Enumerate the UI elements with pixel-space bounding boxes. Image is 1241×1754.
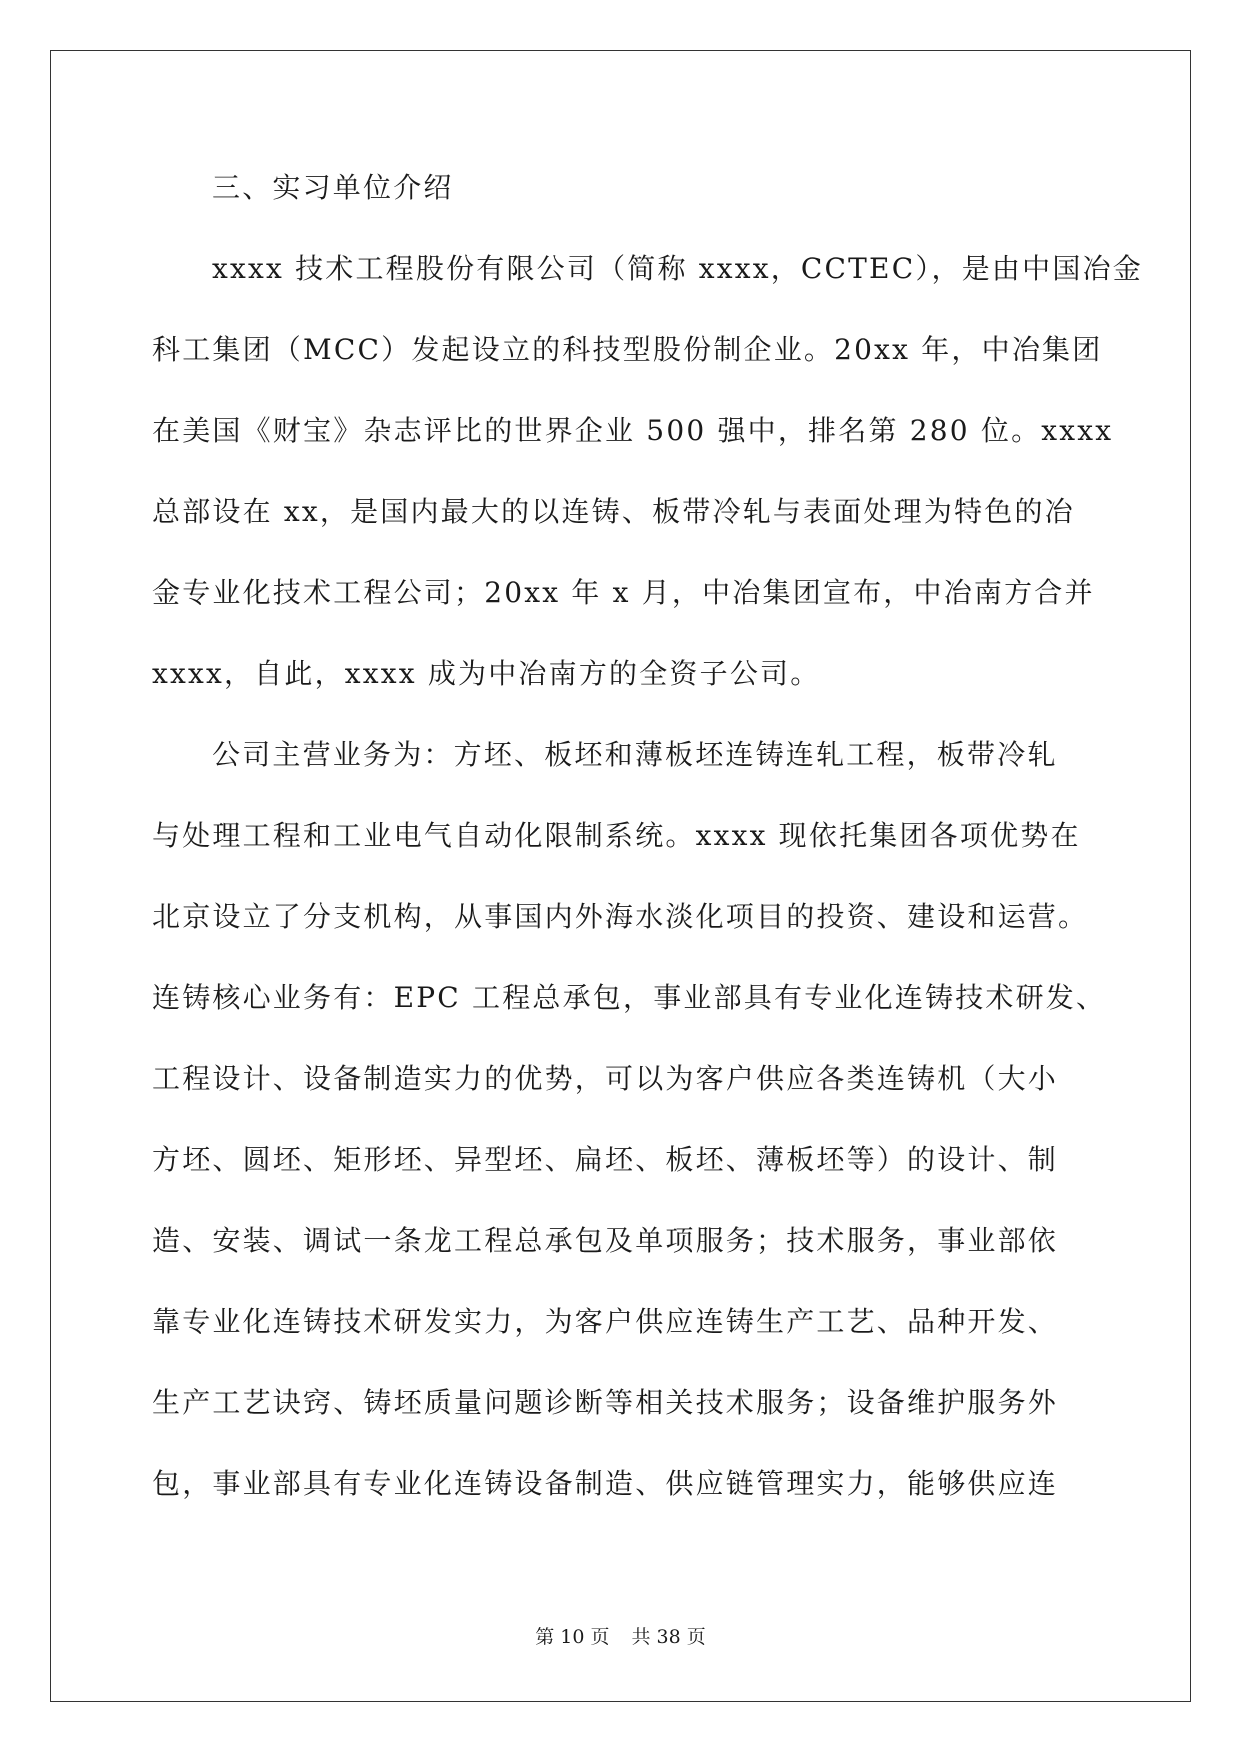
paragraph-line: xxxx，自此，xxxx 成为中冶南方的全资子公司。 xyxy=(152,657,821,690)
paragraph-line: 科工集团（MCC）发起设立的科技型股份制企业。20xx 年，中冶集团 xyxy=(152,333,1103,366)
page-footer xyxy=(0,1622,1241,1649)
paragraph-line: 靠专业化连铸技术研发实力，为客户供应连铸生产工艺、品种开发、 xyxy=(152,1305,1059,1338)
paragraph-line: 在美国《财宝》杂志评比的世界企业 500 强中，排名第 280 位。xxxx xyxy=(152,414,1114,447)
paragraph-line: 包，事业部具有专业化连铸设备制造、供应链管理实力，能够供应连 xyxy=(152,1467,1059,1500)
paragraph-line: 连铸核心业务有：EPC 工程总承包，事业部具有专业化连铸技术研发、 xyxy=(152,981,1107,1014)
section-heading: 三、实习单位介绍 xyxy=(212,171,454,204)
paragraph-line: 金专业化技术工程公司；20xx 年 x 月，中冶集团宣布，中冶南方合并 xyxy=(152,576,1095,609)
paragraph-line: 方坯、圆坯、矩形坯、异型坯、扁坯、板坯、薄板坯等）的设计、制 xyxy=(152,1143,1059,1176)
page-number-total: 共 38 页 xyxy=(631,1626,706,1648)
paragraph-line: 公司主营业务为：方坯、板坯和薄板坯连铸连轧工程，板带冷轧 xyxy=(212,738,1058,771)
paragraph-main-business xyxy=(152,729,1107,1539)
page-number-current: 第 10 页 xyxy=(535,1626,610,1648)
paragraph-line: 北京设立了分支机构，从事国内外海水淡化项目的投资、建设和运营。 xyxy=(152,900,1089,933)
paragraph-line: 总部设在 xx，是国内最大的以连铸、板带冷轧与表面处理为特色的冶 xyxy=(152,495,1075,528)
paragraph-line: xxxx 技术工程股份有限公司（简称 xxxx，CCTEC），是由中国冶金 xyxy=(212,252,1143,285)
paragraph-line: 造、安装、调试一条龙工程总承包及单项服务；技术服务，事业部依 xyxy=(152,1224,1059,1257)
document-body xyxy=(152,162,1143,1539)
paragraph-line: 工程设计、设备制造实力的优势，可以为客户供应各类连铸机（大小 xyxy=(152,1062,1059,1095)
paragraph-line: 生产工艺诀窍、铸坯质量问题诊断等相关技术服务；设备维护服务外 xyxy=(152,1386,1059,1419)
paragraph-company-intro xyxy=(152,243,1143,729)
paragraph-line: 与处理工程和工业电气自动化限制系统。xxxx 现依托集团各项优势在 xyxy=(152,819,1081,852)
